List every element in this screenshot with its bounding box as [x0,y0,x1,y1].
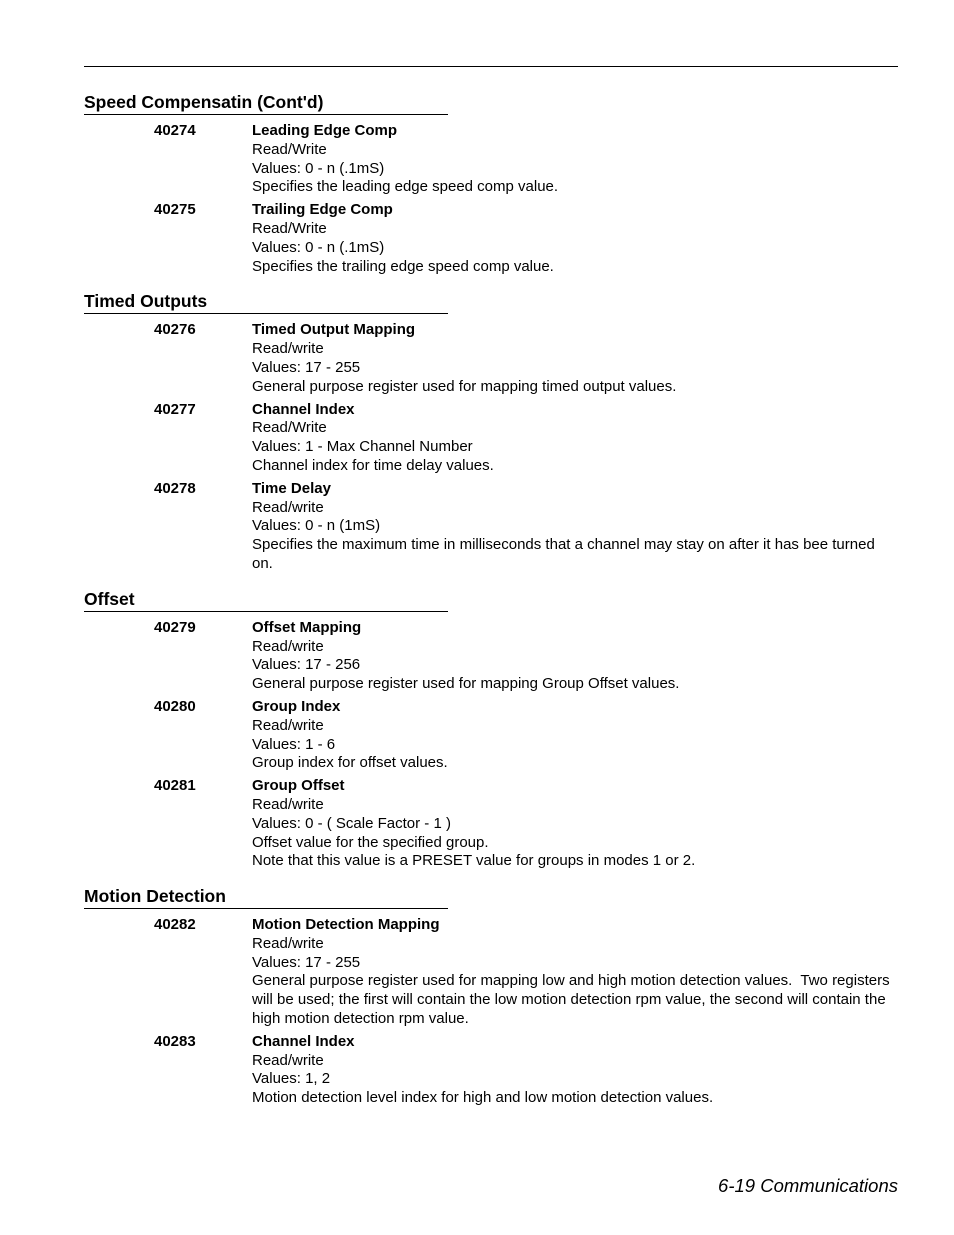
register-label: Group Offset [252,777,345,795]
register-description: General purpose register used for mapping Group Offset values. [252,675,680,693]
register-label: Channel Index [252,1032,355,1050]
register-number: 40282 [154,916,196,934]
register-values: Values: 1, 2 [252,1070,331,1088]
register-entry [84,916,898,1029]
register-entry [84,122,898,197]
register-entry [84,777,898,871]
section-title: Speed Compensatin (Cont'd) [84,91,448,115]
register-values: Values: 0 - n (1mS) [252,517,381,535]
register-access: Read/write [252,340,324,358]
register-values: Values: 1 - 6 [252,735,336,753]
register-label: Channel Index [252,400,355,418]
register-description: Specifies the leading edge speed comp value. [252,178,559,196]
register-entry [84,480,898,574]
register-access: Read/write [252,934,324,952]
register-label: Offset Mapping [252,618,362,636]
register-values: Values: 0 - n (.1mS) [252,159,385,177]
register-access: Read/Write [252,419,327,437]
register-access: Read/write [252,637,324,655]
register-label: Timed Output Mapping [252,321,416,339]
register-entry [84,201,898,276]
register-values: Values: 1 - Max Channel Number [252,438,473,456]
register-values: Values: 17 - 255 [252,953,361,971]
section-motion-detection [84,885,898,1108]
register-description: Channel index for time delay values. [252,456,494,474]
register-entry [84,321,898,396]
register-description: Offset value for the specified group. [252,833,489,851]
register-access: Read/write [252,498,324,516]
register-description: General purpose register used for mapping timed output values. [252,377,677,395]
register-number: 40278 [154,479,196,497]
register-description: General purpose register used for mapping low and high motion detection values. Two registers will be used; the first will contain the low motion detection rpm value, the second will contain the high motion detection rpm value. [252,972,894,1028]
register-values: Values: 17 - 255 [252,358,361,376]
section-speed-compensation [84,91,898,276]
page-footer: 6-19 Communications [718,1175,898,1196]
register-label: Leading Edge Comp [252,122,398,139]
register-description: Specifies the trailing edge speed comp value. [252,257,554,275]
register-access: Read/Write [252,219,327,237]
section-title: Timed Outputs [84,290,448,314]
register-note: Note that this value is a PRESET value for groups in modes 1 or 2. [252,852,696,870]
register-label: Time Delay [252,479,331,497]
register-access: Read/write [252,1051,324,1069]
register-values: Values: 17 - 256 [252,656,361,674]
register-description: Group index for offset values. [252,754,448,772]
section-offset [84,588,898,871]
register-access: Read/write [252,716,324,734]
register-entry [84,1033,898,1108]
register-number: 40276 [154,321,196,339]
register-entry [84,619,898,694]
register-description: Specifies the maximum time in milliseconds that a channel may stay on after it has bee turned on. [252,536,879,572]
document-body [84,91,898,1122]
register-number: 40274 [154,122,196,139]
register-number: 40277 [154,400,196,418]
register-values: Values: 0 - ( Scale Factor - 1 ) [252,814,451,832]
section-title: Offset [84,588,448,612]
register-number: 40281 [154,777,196,795]
section-title: Motion Detection [84,885,448,909]
register-label: Trailing Edge Comp [252,201,393,219]
top-rule [84,66,898,67]
register-entry [84,401,898,476]
register-access: Read/write [252,795,324,813]
register-number: 40280 [154,697,196,715]
register-values: Values: 0 - n (.1mS) [252,238,385,256]
register-description: Motion detection level index for high and low motion detection values. [252,1089,714,1107]
register-label: Group Index [252,697,341,715]
register-entry [84,698,898,773]
register-label: Motion Detection Mapping [252,916,440,934]
register-access: Read/Write [252,140,327,158]
section-timed-outputs [84,290,898,573]
register-number: 40283 [154,1032,196,1050]
register-number: 40279 [154,618,196,636]
register-number: 40275 [154,201,196,219]
